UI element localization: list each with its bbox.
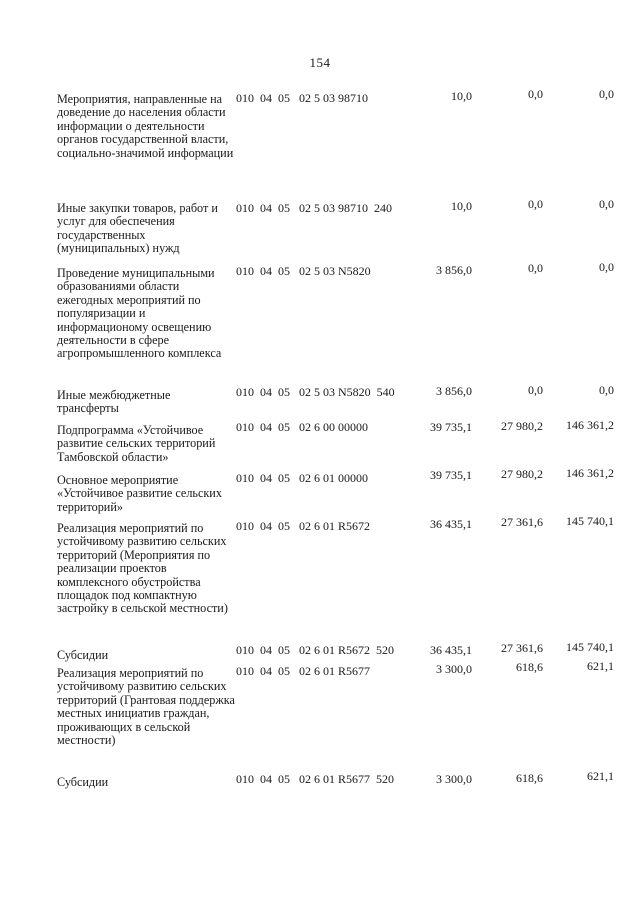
amount-year-2: 27 980,2	[501, 467, 543, 481]
row-code: 010 04 05 02 6 01 R5672	[236, 519, 371, 533]
amount-year-2: 27 980,2	[501, 419, 543, 433]
amount-year-3: 0,0	[599, 197, 614, 211]
row-name: Иные межбюджетные трансферты	[57, 388, 171, 416]
amount-year-1: 39 735,1	[430, 420, 472, 434]
amount-year-3: 621,1	[587, 659, 614, 673]
row-code: 010 04 05 02 6 01 R5672 520	[236, 643, 395, 657]
page-number: 154	[309, 55, 331, 70]
amount-year-1: 39 735,1	[430, 468, 472, 482]
row-code: 010 04 05 02 6 01 R5677	[236, 664, 371, 678]
amount-year-1: 3 300,0	[436, 662, 472, 676]
amount-year-2: 618,6	[516, 660, 543, 674]
amount-year-3: 145 740,1	[566, 514, 614, 528]
row-code: 010 04 05 02 5 03 N5820 540	[236, 385, 395, 399]
row-code: 010 04 05 02 6 01 00000	[236, 471, 368, 485]
amount-year-3: 145 740,1	[566, 640, 614, 654]
amount-year-3: 0,0	[599, 260, 614, 274]
amount-year-1: 10,0	[451, 89, 472, 103]
amount-year-3: 146 361,2	[566, 466, 614, 480]
amount-year-3: 621,1	[587, 769, 614, 783]
amount-year-2: 0,0	[528, 261, 543, 275]
row-name: Реализация мероприятий по устойчивому развитию сельских территорий (Грантовая поддержка местных инициатив граждан, проживающих в сельской местности)	[57, 666, 235, 748]
row-code: 010 04 05 02 5 03 98710	[236, 91, 368, 105]
row-code: 010 04 05 02 5 03 98710 240	[236, 201, 392, 215]
amount-year-3: 0,0	[599, 383, 614, 397]
amount-year-1: 3 856,0	[436, 384, 472, 398]
amount-year-2: 0,0	[528, 87, 543, 101]
row-name: Основное мероприятие «Устойчивое развитие сельских территорий»	[57, 473, 222, 514]
amount-year-1: 3 856,0	[436, 263, 472, 277]
row-code: 010 04 05 02 5 03 N5820	[236, 264, 371, 278]
row-name: Субсидии	[57, 775, 109, 789]
row-name: Реализация мероприятий по устойчивому развитию сельских территорий (Мероприятия по реализации проектов комплексного обустройства площадок под компактную застройку в сельской местности)	[57, 521, 228, 616]
amount-year-3: 0,0	[599, 87, 614, 101]
amount-year-2: 0,0	[528, 197, 543, 211]
row-name: Проведение муниципальными образованиями области ежегодных мероприятий по популяризации и информационому освещению деятельности в сфере агропромышленного комплекса	[57, 266, 222, 361]
row-code: 010 04 05 02 6 00 00000	[236, 420, 368, 434]
amount-year-3: 146 361,2	[566, 418, 614, 432]
row-name: Подпрограмма «Устойчивое развитие сельских территорий Тамбовской области»	[57, 423, 216, 464]
amount-year-1: 3 300,0	[436, 772, 472, 786]
amount-year-2: 27 361,6	[501, 515, 543, 529]
amount-year-1: 36 435,1	[430, 517, 472, 531]
row-name: Субсидии	[57, 648, 109, 662]
amount-year-2: 27 361,6	[501, 641, 543, 655]
amount-year-2: 0,0	[528, 383, 543, 397]
amount-year-1: 36 435,1	[430, 643, 472, 657]
row-name: Мероприятия, направленные на доведение до населения области информации о деятельности органов государственной власти, социально-значимой информации	[57, 92, 234, 160]
amount-year-1: 10,0	[451, 199, 472, 213]
row-code: 010 04 05 02 6 01 R5677 520	[236, 772, 395, 786]
row-name: Иные закупки товаров, работ и услуг для обеспечения государственных (муниципальных) нужд	[57, 201, 218, 256]
amount-year-2: 618,6	[516, 771, 543, 785]
